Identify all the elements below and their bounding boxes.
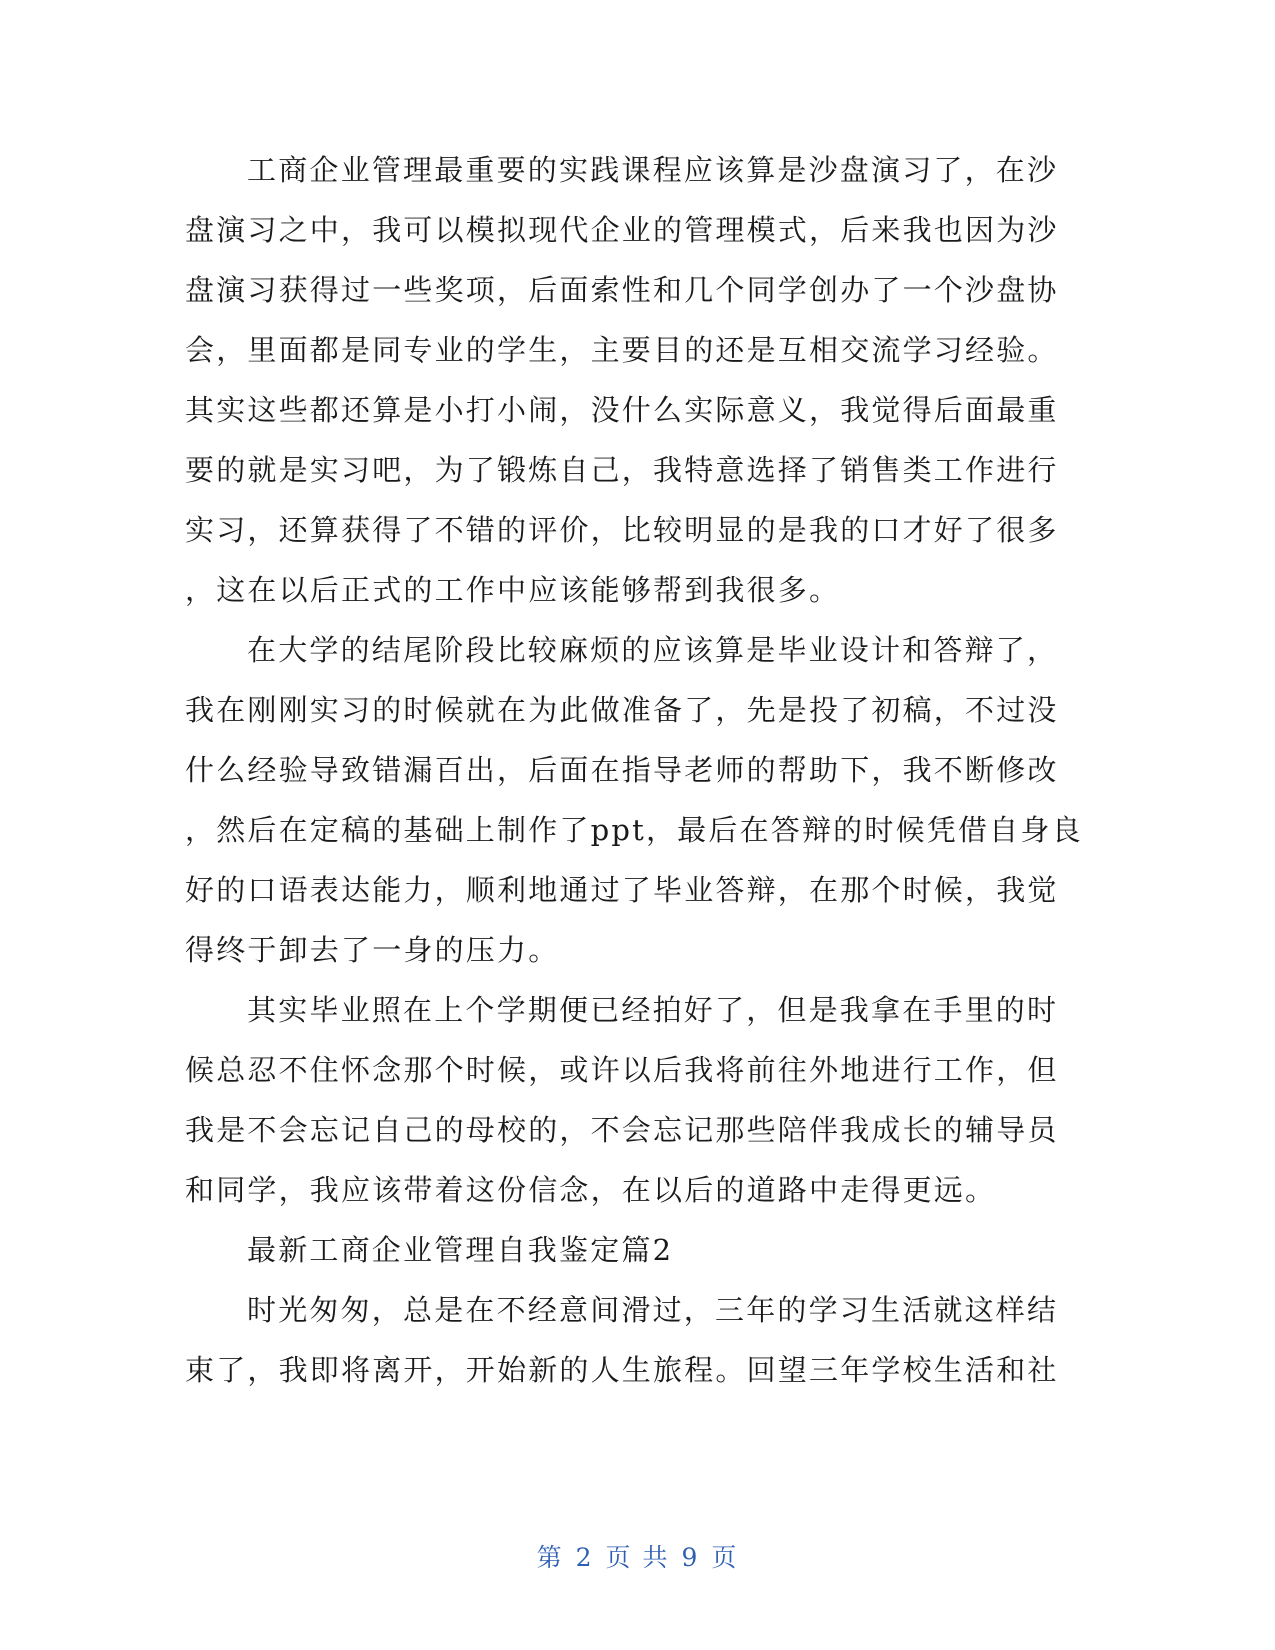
- text-line: 好的口语表达能力，顺利地通过了毕业答辩，在那个时候，我觉: [185, 873, 1059, 907]
- text-line: 盘演习获得过一些奖项，后面索性和几个同学创办了一个沙盘协: [185, 273, 1059, 307]
- paragraph-time-flies: [185, 1280, 1065, 1400]
- paragraph-sandbox-practice: [185, 140, 1065, 620]
- text-line: ，这在以后正式的工作中应该能够帮到我很多。: [185, 573, 841, 607]
- text-line: 我在刚刚实习的时候就在为此做准备了，先是投了初稿，不过没: [185, 693, 1059, 727]
- section-title: 最新工商企业管理自我鉴定篇2: [247, 1233, 674, 1267]
- text-line: 要的就是实习吧，为了锻炼自己，我特意选择了销售类工作进行: [185, 453, 1059, 487]
- text-line: 其实这些都还算是小打小闹，没什么实际意义，我觉得后面最重: [185, 393, 1059, 427]
- text-line: 其实毕业照在上个学期便已经拍好了，但是我拿在手里的时: [247, 993, 1059, 1027]
- text-line: 和同学，我应该带着这份信念，在以后的道路中走得更远。: [185, 1173, 997, 1207]
- text-line: 我是不会忘记自己的母校的，不会忘记那些陪伴我成长的辅导员: [185, 1113, 1059, 1147]
- text-line: 盘演习之中，我可以模拟现代企业的管理模式，后来我也因为沙: [185, 213, 1059, 247]
- footer-suffix: 页: [711, 1543, 739, 1572]
- text-line: 实习，还算获得了不错的评价，比较明显的是我的口才好了很多: [185, 513, 1059, 547]
- page-footer: [0, 1538, 1275, 1574]
- text-line: 什么经验导致错漏百出，后面在指导老师的帮助下，我不断修改: [185, 753, 1059, 787]
- paragraph-graduation-design: [185, 620, 1083, 980]
- current-page-number: 2: [575, 1543, 594, 1572]
- section-heading: [185, 1220, 1065, 1280]
- footer-middle: 页 共: [605, 1543, 670, 1572]
- total-page-count: 9: [681, 1543, 700, 1572]
- footer-prefix: 第: [536, 1543, 564, 1572]
- text-line: 得终于卸去了一身的压力。: [185, 933, 560, 967]
- text-line: 工商企业管理最重要的实践课程应该算是沙盘演习了，在沙: [247, 153, 1059, 187]
- text-line: 束了，我即将离开，开始新的人生旅程。回望三年学校生活和社: [185, 1353, 1059, 1387]
- text-line: 时光匆匆，总是在不经意间滑过，三年的学习生活就这样结: [247, 1293, 1059, 1327]
- text-line: 候总忍不住怀念那个时候，或许以后我将前往外地进行工作，但: [185, 1053, 1059, 1087]
- text-line: ，然后在定稿的基础上制作了ppt，最后在答辩的时候凭借自身良: [185, 813, 1083, 847]
- paragraph-graduation-photo: [185, 980, 1065, 1220]
- document-body: [185, 140, 1083, 1400]
- text-line: 在大学的结尾阶段比较麻烦的应该算是毕业设计和答辩了，: [247, 633, 1059, 667]
- text-line: 会，里面都是同专业的学生，主要目的还是互相交流学习经验。: [185, 333, 1059, 367]
